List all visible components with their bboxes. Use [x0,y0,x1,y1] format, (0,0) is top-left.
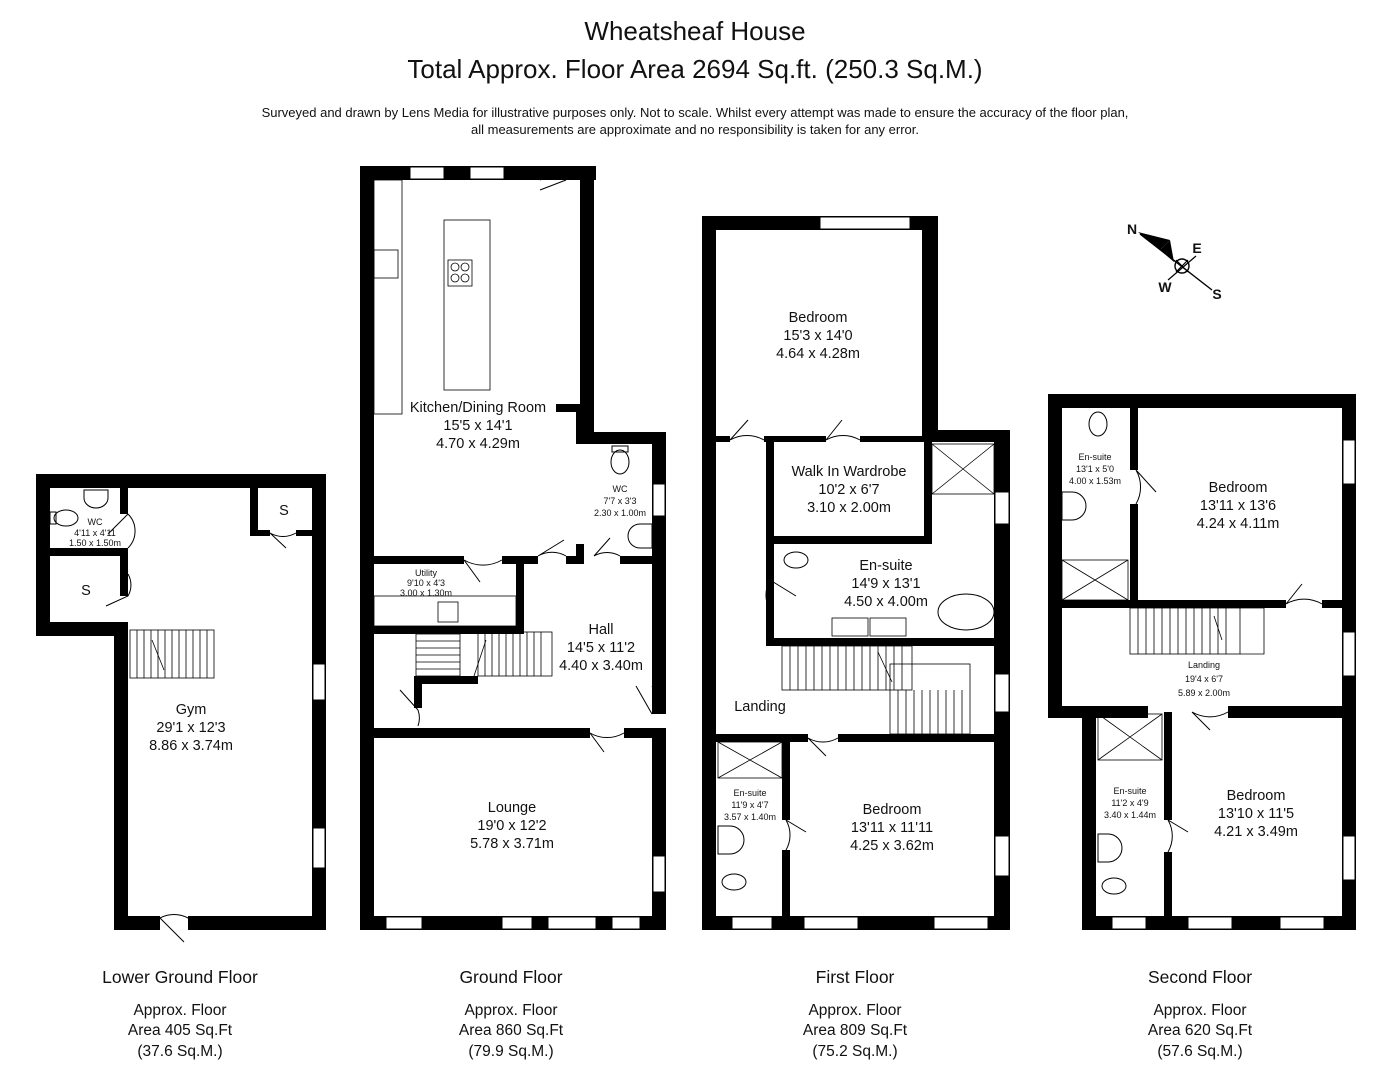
shower-icon-cross [932,444,994,494]
lower-ground-area-1: Approx. Floor [133,1002,227,1019]
wall [782,850,790,920]
compass-west: W [1158,279,1172,295]
hall-metric: 4.40 x 3.40m [559,658,643,674]
lower-ground-floor-label: Lower Ground Floor [102,967,258,987]
door [1192,712,1228,730]
window [313,828,325,868]
window [934,917,988,929]
door [538,540,566,556]
lg-wc-imperial: 4'11 x 4'11 [74,528,116,538]
window [732,917,772,929]
compass-south: S [1212,286,1222,302]
wall [414,676,478,684]
basin-icon [870,618,906,636]
window [820,217,910,229]
wall [36,548,128,556]
ff-bedroom-1-imperial: 15'3 x 14'0 [783,328,853,344]
wall [576,544,584,564]
window [470,167,504,179]
window [502,917,532,929]
door [730,420,764,440]
wall [516,556,524,634]
sf-ensuite-1-name: En-suite [1078,452,1112,462]
second-floor-label: Second Floor [1147,967,1253,987]
wall [716,734,808,742]
total-floor-area: Total Approx. Floor Area 2694 Sq.ft. (250.3 Sq.M.) [407,54,983,84]
wall [120,548,128,596]
wall [702,216,716,930]
ground-area-3: (79.9 Sq.M.) [468,1043,554,1060]
first-area-2: Area 809 Sq.Ft [802,1022,908,1039]
wall [838,734,998,742]
first-area-1: Approx. Floor [808,1002,902,1019]
ff-bedroom-2-metric: 4.25 x 3.62m [850,838,934,854]
wall [36,474,326,488]
gf-wc-metric: 2.30 x 1.00m [593,508,647,518]
ff-bedroom-2-name: Bedroom [862,802,922,818]
utility-name: Utility [415,568,437,578]
wall [576,404,584,444]
wall [1164,852,1172,916]
wall [360,166,374,930]
sf-bedroom-1-imperial: 13'11 x 13'6 [1199,498,1277,514]
wall [1048,394,1062,718]
lower-ground-floor-plan [36,474,326,942]
second-area-1: Approx. Floor [1153,1002,1247,1019]
kitchen-name: Kitchen/Dining Room [409,400,547,416]
wall [1164,712,1172,820]
compass-north: N [1126,221,1138,237]
door [464,560,502,582]
disclaimer-line-2: all measurements are approximate and no responsibility is taken for any error. [471,122,919,137]
basin-icon [1098,834,1122,862]
sf-ensuite-2-name: En-suite [1113,786,1147,796]
disclaimer-line-1: Surveyed and drawn by Lens Media for illustrative purposes only. Not to scale. Whilst every attempt was made to ensure the accuracy of the floor plan, [261,105,1129,120]
hall-imperial: 14'5 x 11'2 [566,640,636,656]
basin-icon [832,618,868,636]
wall [1322,600,1342,608]
window [1343,440,1355,484]
sf-ensuite-1-imperial: 13'1 x 5'0 [1076,464,1114,474]
gf-wc-imperial: 7'7 x 3'3 [603,496,637,506]
ff-bedroom-2-imperial: 13'11 x 11'11 [850,820,934,836]
wall [120,474,128,514]
lounge-metric: 5.78 x 3.71m [470,836,554,852]
lounge-imperial: 19'0 x 12'2 [477,818,547,834]
window [1343,632,1355,676]
shower-icon-cross [718,742,782,778]
store-label: S [279,503,289,519]
kitchen-imperial: 15'5 x 14'1 [443,418,513,434]
wall [250,530,270,536]
wall [374,728,590,738]
bath-icon [938,594,994,630]
utility-imperial: 9'10 x 4'3 [407,578,445,588]
sf-ensuite-1-metric: 4.00 x 1.53m [1068,476,1122,486]
utility-sink-icon [438,602,458,622]
basin-icon [628,524,652,548]
door [826,420,860,440]
wall [1082,706,1096,930]
kitchen-metric: 4.70 x 4.29m [436,436,520,452]
floor-captions [102,967,1253,1060]
window [612,917,640,929]
staircase [130,630,214,678]
window [1188,917,1232,929]
staircase [416,632,552,676]
basin-icon [718,826,744,854]
first-floor-label: First Floor [815,967,895,987]
staircase [1130,608,1264,654]
compass-east: E [1192,240,1202,256]
second-area-3: (57.6 Sq.M.) [1157,1043,1243,1060]
door [594,538,620,556]
sf-bedroom-1-metric: 4.24 x 4.11m [1196,516,1280,532]
utility-metric: 3.00 x 1.30m [399,588,453,598]
window [653,856,665,892]
wall [414,676,422,708]
window [1112,917,1146,929]
door [786,820,806,850]
lg-wc-name: WC [87,517,103,527]
ground-area-2: Area 860 Sq.Ft [458,1022,564,1039]
window [386,917,422,929]
door [160,915,188,942]
ff-ensuite-2-metric: 3.57 x 1.40m [723,812,777,822]
wall [782,734,790,820]
window [995,674,1009,712]
wall [620,556,666,564]
ff-ensuite-2-name: En-suite [733,788,767,798]
lower-ground-area-3: (37.6 Sq.M.) [137,1043,223,1060]
basin-icon [1062,492,1086,520]
window [653,484,665,516]
door [1136,470,1156,504]
compass-icon [1127,221,1222,302]
wall [250,474,258,536]
kitchen-island [444,220,490,390]
plan-title: Wheatsheaf House [584,16,806,46]
door [808,738,838,756]
window [548,917,596,929]
ff-bedroom-1-name: Bedroom [788,310,848,326]
lg-wc-metric: 1.50 x 1.50m [68,538,122,548]
wall [1228,706,1356,718]
wall [766,536,932,544]
door [1286,584,1322,604]
sf-landing-metric: 5.89 x 2.00m [1177,688,1231,698]
gym-metric: 8.86 x 3.74m [149,738,233,754]
ground-floor-label: Ground Floor [459,967,563,987]
staircase [782,646,970,734]
wall [296,530,326,536]
gym-name: Gym [175,702,207,718]
ff-ensuite-1-imperial: 14'9 x 13'1 [851,576,921,592]
sf-bedroom-2-metric: 4.21 x 3.49m [1214,824,1298,840]
kitchen-worktop [374,180,402,414]
toilet-icon [784,552,808,568]
kitchen-sink-icon [374,250,398,278]
wall [1130,408,1138,470]
wall [652,730,666,930]
window [995,492,1009,524]
first-area-3: (75.2 Sq.M.) [812,1043,898,1060]
gym-imperial: 29'1 x 12'3 [156,720,226,736]
sf-landing-imperial: 19'4 x 6'7 [1185,674,1223,684]
sf-ensuite-2-metric: 3.40 x 1.44m [1103,810,1157,820]
hall-name: Hall [588,622,614,638]
wardrobe-name: Walk In Wardrobe [791,464,907,480]
wall [1130,504,1138,606]
sf-ensuite-2-imperial: 11'2 x 4'9 [1111,798,1149,808]
wall [374,556,464,564]
second-area-2: Area 620 Sq.Ft [1147,1022,1253,1039]
second-floor-plan [1048,394,1356,930]
shower-icon-cross [1062,560,1128,600]
sf-bedroom-2-imperial: 13'10 x 11'5 [1217,806,1295,822]
wall [766,638,1002,646]
wall [114,622,128,930]
store-label: S [81,583,91,599]
sf-bedroom-1-name: Bedroom [1208,480,1268,496]
ff-ensuite-1-name: En-suite [859,558,913,574]
utility-worktop [374,596,516,626]
door [590,733,624,752]
ff-bedroom-1-metric: 4.64 x 4.28m [776,346,860,362]
wall [860,436,930,442]
toilet-icon [1089,412,1107,436]
door [1168,820,1188,852]
toilet-icon [54,510,78,526]
sf-bedroom-2-name: Bedroom [1226,788,1286,804]
ff-ensuite-1-metric: 4.50 x 4.00m [844,594,928,610]
wardrobe-metric: 3.10 x 2.00m [807,500,891,516]
basin-icon [84,490,108,508]
toilet-icon [611,450,629,474]
wall [1048,394,1356,408]
toilet-icon [722,874,746,890]
wall [922,216,938,440]
wall [652,432,666,714]
wall [374,626,524,634]
toilet-cistern-icon [612,446,628,452]
ff-ensuite-2-imperial: 11'9 x 4'7 [731,800,769,810]
wall [580,166,594,434]
door [270,533,296,548]
wardrobe-imperial: 10'2 x 6'7 [818,482,880,498]
lounge-name: Lounge [487,800,537,816]
toilet-icon [1102,878,1126,894]
window [804,917,858,929]
lower-ground-area-2: Area 405 Sq.Ft [127,1022,233,1039]
window [313,664,325,700]
wall [716,436,730,442]
ground-floor-plan [360,166,666,930]
ground-area-1: Approx. Floor [464,1002,558,1019]
wall [114,916,160,930]
wall [624,728,666,738]
hob-icon [448,260,472,286]
window [995,836,1009,876]
wall [924,436,932,544]
window [1280,917,1324,929]
ff-landing-name: Landing [734,699,786,715]
window [1343,836,1355,880]
wall [1062,600,1286,608]
shower-icon-cross [1098,714,1162,760]
gf-wc-name: WC [612,484,628,494]
first-floor-plan [702,216,1010,930]
window [410,167,444,179]
wall [188,916,326,930]
sf-landing-name: Landing [1187,660,1221,670]
